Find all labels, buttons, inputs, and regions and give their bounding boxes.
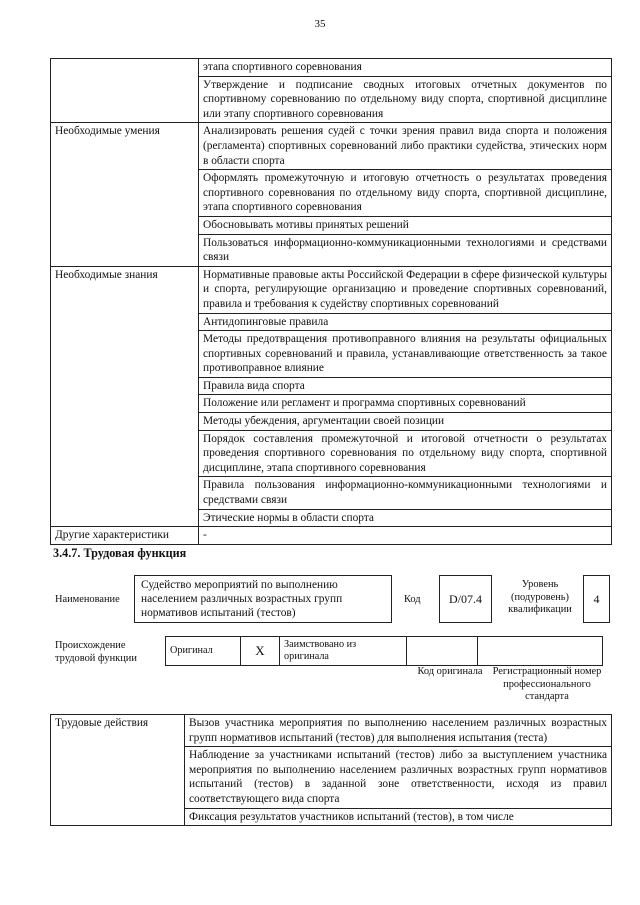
actions-table bbox=[50, 714, 612, 826]
row-label bbox=[51, 59, 199, 123]
table-row bbox=[166, 637, 603, 666]
table-cell: Правила пользования информационно-коммуникационными технологиями и средствами связи bbox=[199, 477, 612, 509]
table-cell: Оформлять промежуточную и итоговую отчетность о результатах проведения спортивного соревнования по отдельному виду спорта, спортивной дисциплине, этапа спортивного соревнования bbox=[199, 170, 612, 217]
table-cell: Этические нормы в области спорта bbox=[199, 509, 612, 527]
table-cell: Обосновывать мотивы принятых решений bbox=[199, 216, 612, 234]
table-cell: Положение или регламент и программа спортивных соревнований bbox=[199, 395, 612, 413]
table-cell: Антидопинговые правила bbox=[199, 313, 612, 331]
level-value-box: 4 bbox=[583, 575, 610, 623]
table-cell: Наблюдение за участниками испытаний (тестов) либо за выступлением участника мероприятия по выполнению населением различных возрастных групп нормативов испытаний (тестов) в заданной зоне ответственности, исходя из правил соответствующего вида спорта bbox=[185, 747, 612, 808]
row-label-knowledge: Необходимые знания bbox=[51, 266, 199, 527]
row-label-skills: Необходимые умения bbox=[51, 123, 199, 266]
registration-number-caption: Регистрационный номер профессионального стандарта bbox=[492, 666, 602, 702]
requirements-table bbox=[50, 58, 612, 545]
original-mark: X bbox=[241, 637, 280, 666]
table-cell: Анализировать решения судей с точки зрения правил вида спорта и положения (регламента) спортивных соревнований либо практики судейства, этических норм в области спорта bbox=[199, 123, 612, 170]
table-cell: Нормативные правовые акты Российской Федерации в сфере физической культуры и спорта, регулирующие организацию и проведение спортивных соревнований, правила и требования к судейству спортивных соревнований bbox=[199, 266, 612, 313]
table-cell: этапа спортивного соревнования bbox=[199, 59, 612, 77]
table-row bbox=[51, 527, 612, 545]
original-label: Оригинал bbox=[166, 637, 241, 666]
row-label-actions: Трудовые действия bbox=[51, 715, 185, 826]
name-label: Наименование bbox=[55, 594, 120, 605]
table-cell: Утверждение и подписание сводных итоговых отчетных документов по спортивному соревнованию по отдельному виду спорта, спортивной дисциплине или этапу спортивного соревнования bbox=[199, 76, 612, 123]
table-cell: Методы убеждения, аргументации своей позиции bbox=[199, 413, 612, 431]
page-number: 35 bbox=[314, 18, 326, 30]
table-row bbox=[51, 59, 612, 77]
code-value-box: D/07.4 bbox=[439, 575, 492, 623]
origin-label: Происхождение трудовой функции bbox=[55, 640, 137, 664]
original-code-caption: Код оригинала bbox=[417, 666, 483, 677]
table-cell: - bbox=[199, 527, 612, 545]
section-heading: 3.4.7. Трудовая функция bbox=[53, 546, 187, 560]
table-cell: Правила вида спорта bbox=[199, 377, 612, 395]
table-cell: Порядок составления промежуточной и итоговой отчетности о результатах проведения спортивного соревнования по отдельному виду спорта, спортивной дисциплине, этапа спортивного соревнования bbox=[199, 430, 612, 477]
table-row bbox=[51, 123, 612, 170]
registration-number-cell bbox=[478, 637, 603, 666]
table-cell: Пользоваться информационно-коммуникационными технологиями и средствами связи bbox=[199, 234, 612, 266]
original-code-cell bbox=[407, 637, 478, 666]
table-row bbox=[51, 715, 612, 747]
table-cell: Методы предотвращения противоправного влияния на результаты официальных спортивных соревнований и правила, устанавливающие ответственность за такое противоправное влияние bbox=[199, 331, 612, 378]
table-cell: Вызов участника мероприятия по выполнению населением различных возрастных групп нормативов испытаний (тестов) для выполнения испытания (теста) bbox=[185, 715, 612, 747]
code-label: Код bbox=[404, 594, 421, 605]
level-label: Уровень (подуровень) квалификации bbox=[508, 579, 572, 615]
table-cell: Фиксация результатов участников испытаний (тестов), в том числе bbox=[185, 808, 612, 826]
function-name-box: Судейство мероприятий по выполнению населением различных возрастных групп нормативов испытаний (тестов) bbox=[134, 575, 392, 623]
row-label-other: Другие характеристики bbox=[51, 527, 199, 545]
borrowed-label: Заимствовано из оригинала bbox=[280, 637, 407, 666]
origin-table bbox=[165, 636, 603, 666]
table-row bbox=[51, 266, 612, 313]
